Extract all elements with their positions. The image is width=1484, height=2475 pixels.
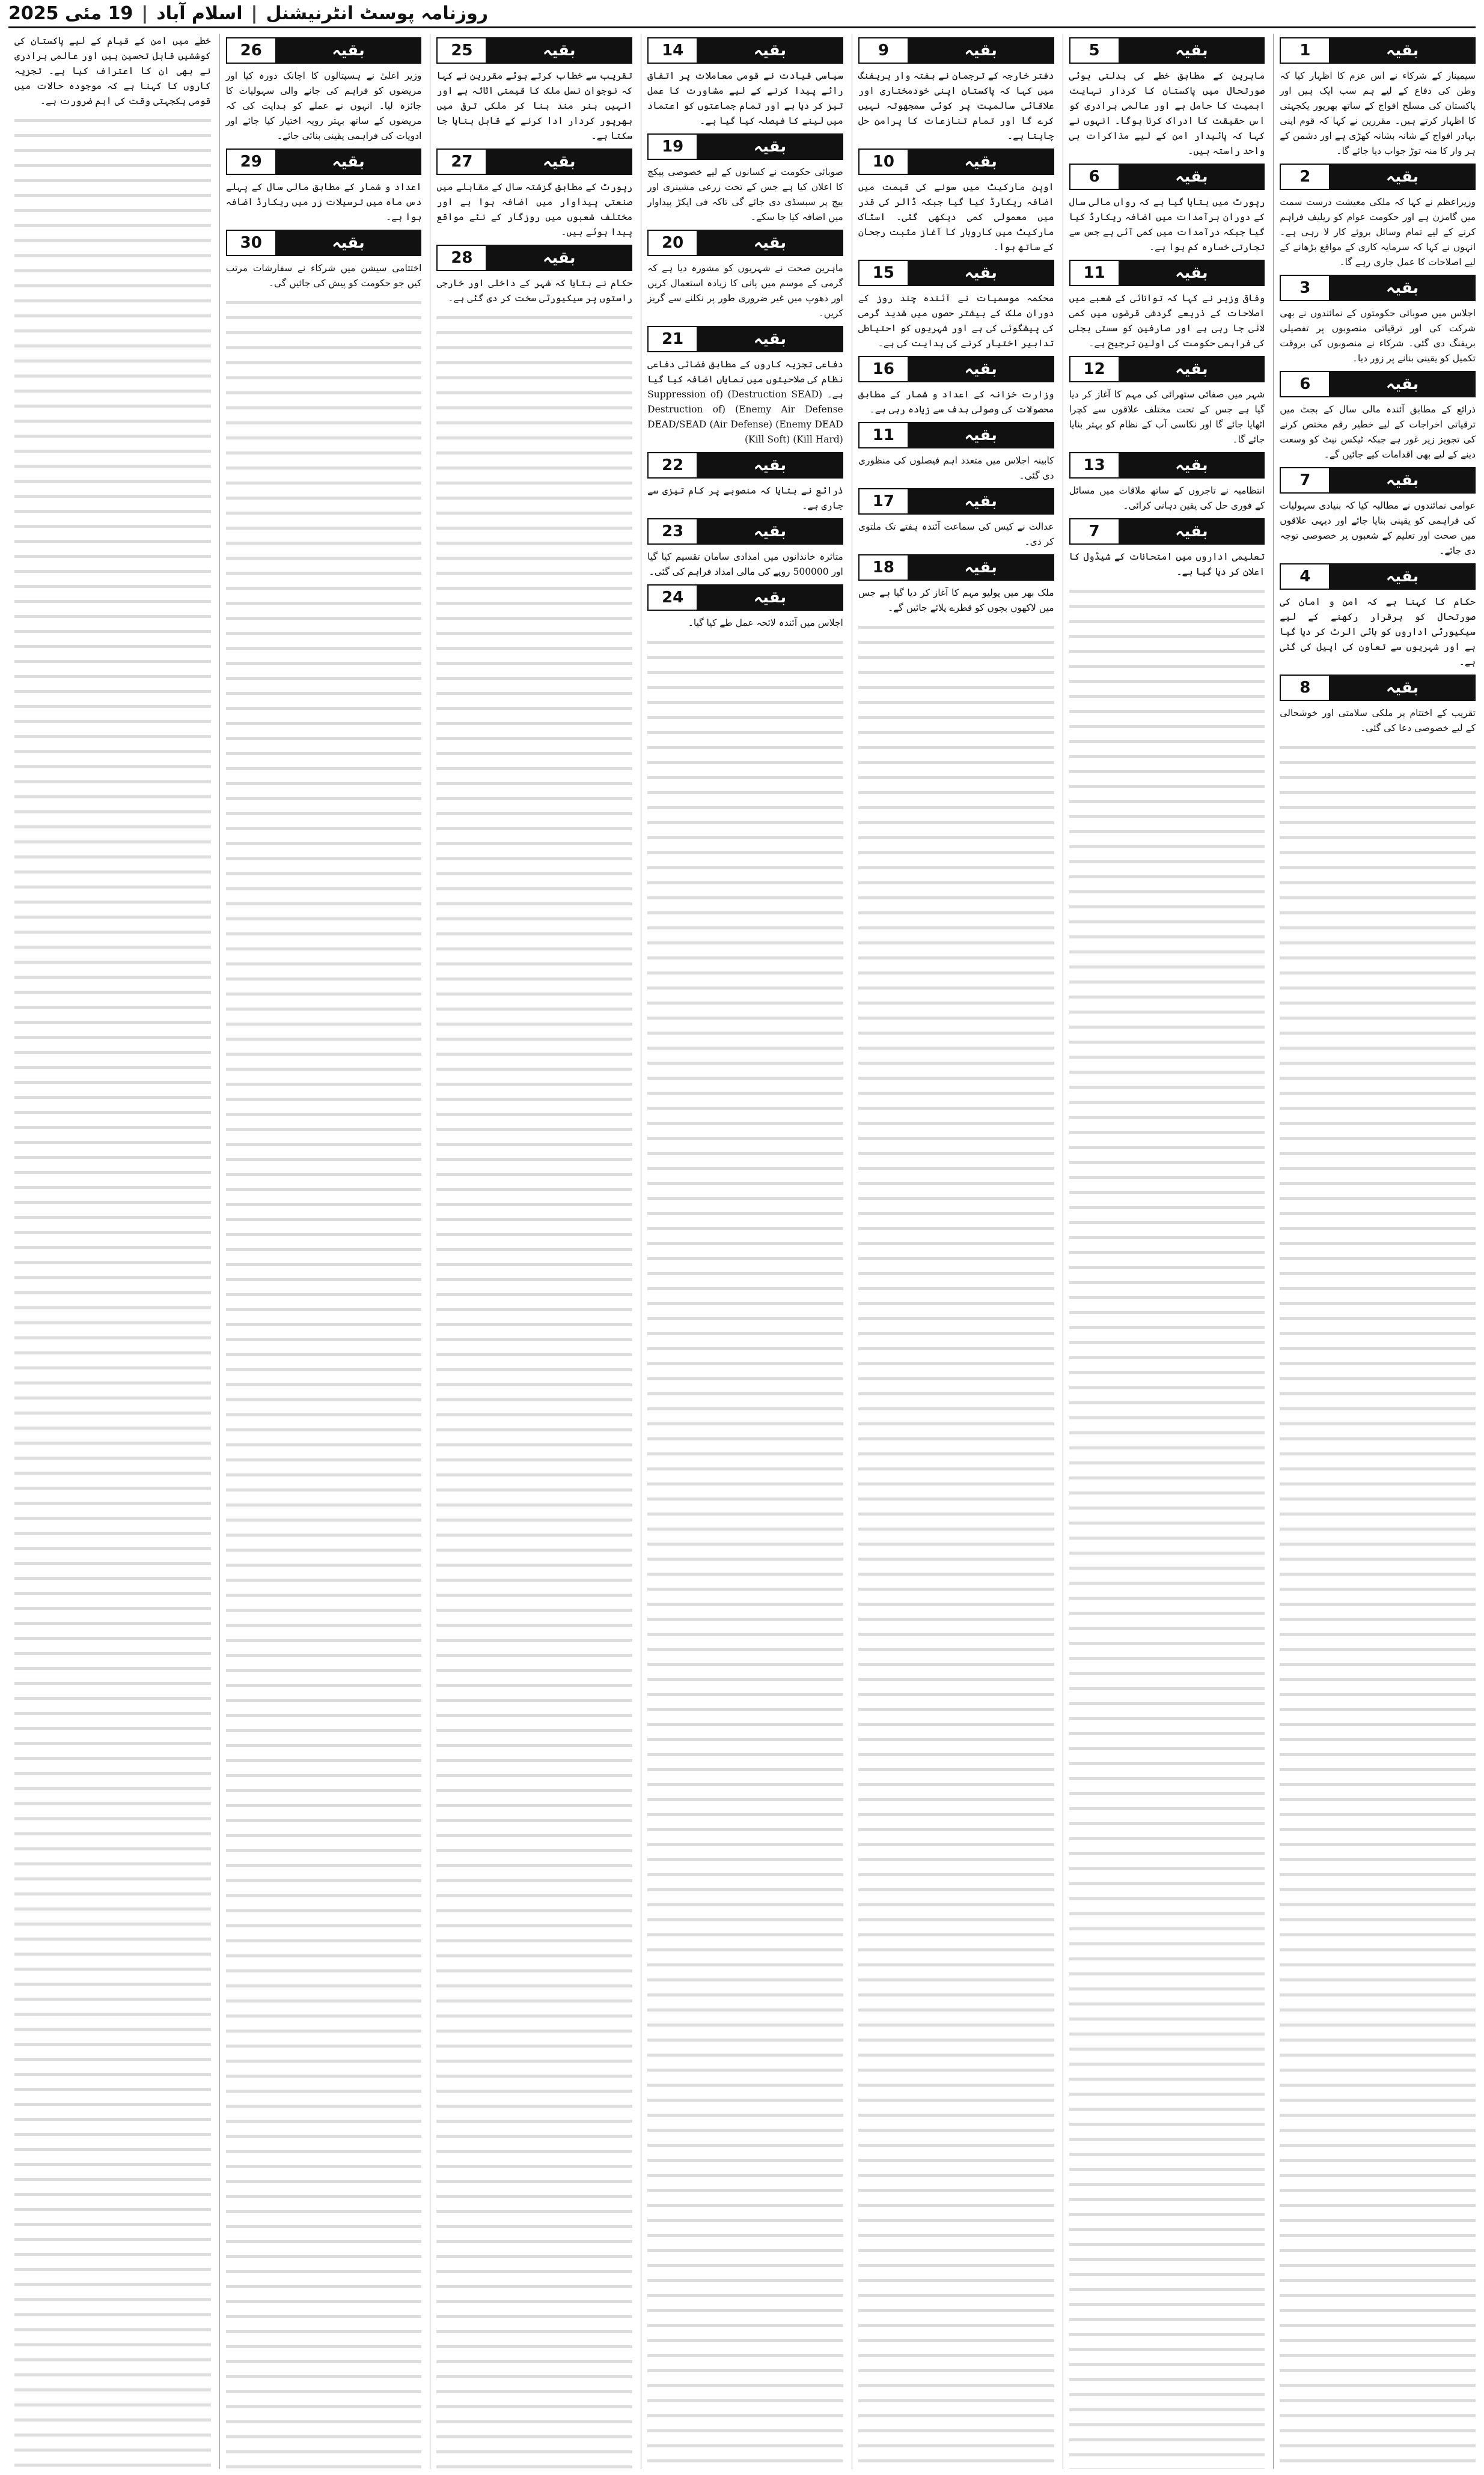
article-text: ذرائع نے بتایا کہ منصوبے پر کام تیزی سے جاری ہے۔ [644, 485, 843, 511]
article-text: وفاقی وزیر نے کہا کہ توانائی کے شعبے میں اصلاحات کے ذریعے گردشی قرضوں میں کمی لائی جا رہی ہے اور صارفین کو سستی بجلی کی فراہمی حکومت کی اولین ترجیح ہے۔ [1066, 293, 1265, 349]
continuation-number: 22 [649, 453, 698, 477]
continuation-label: بقیہ [1120, 165, 1264, 189]
text-lines-filler [436, 311, 632, 2469]
article-text: خطے میں امن کے قیام کے لیے پاکستان کی کوششیں قابل تحسین ہیں اور عالمی برادری نے بھی ان کا اعتراف کیا ہے۔ تجزیہ کاروں کا کہنا ہے کہ موجودہ حالات میں قومی یکجہتی وقت کی اہم ضرورت ہے۔ [11, 35, 211, 106]
article-text: اجلاس میں آئندہ لائحہ عمل طے کیا گیا۔ [688, 617, 843, 628]
text-lines-filler [14, 114, 211, 2469]
continuation-label: بقیہ [1330, 676, 1474, 700]
continuation-header [858, 356, 1054, 382]
continuation-block [855, 488, 1054, 549]
article-text: دفتر خارجہ کے ترجمان نے ہفتہ وار بریفنگ میں کہا کہ پاکستان اپنی خودمختاری اور علاقائی سالمیت پر کوئی سمجھوتہ نہیں کرے گا اور تمام تنازعات کا پرامن حل چاہتا ہے۔ [855, 70, 1054, 141]
continuation-header [647, 518, 843, 545]
continuation-header [1069, 452, 1265, 479]
continuation-header [647, 230, 843, 256]
continuation-header [1280, 467, 1476, 494]
continuation-number: 27 [438, 150, 487, 174]
continuation-block [644, 326, 843, 447]
article-text: صوبائی حکومت نے کسانوں کے لیے خصوصی پیکج کا اعلان کیا ہے جس کے تحت زرعی مشینری اور بیج پر سبسڈی دی جائے گی تاکہ فی ایکڑ پیداوار میں اضافہ کیا جا سکے۔ [644, 167, 843, 222]
continuation-block [644, 37, 843, 129]
continuation-number: 5 [1070, 38, 1120, 63]
continuation-number: 17 [860, 489, 909, 513]
continuation-label: بقیہ [1330, 468, 1474, 492]
continuation-header [1069, 37, 1265, 64]
continuation-label: بقیہ [1120, 38, 1264, 63]
continuation-block [1066, 260, 1265, 351]
continuation-number: 8 [1281, 676, 1330, 700]
continuation-label: بقیہ [1120, 453, 1264, 477]
masthead-separator: | [251, 2, 258, 24]
continuation-block [855, 148, 1054, 255]
continuation-number: 15 [860, 261, 909, 285]
article-text: تقریب سے خطاب کرتے ہوئے مقررین نے کہا کہ نوجوان نسل ملک کا قیمتی اثاثہ ہے اور انہیں ہنر مند بنا کر ملکی ترقی میں بھرپور کردار ادا کرنے کے قابل بنایا جا سکتا ہے۔ [433, 70, 633, 141]
article-text: ماہرین کے مطابق خطے کی بدلتی ہوئی صورتحال میں پاکستان کا کردار نہایت اہمیت کا حامل ہے اور عالمی برادری کو اس حقیقت کا ادراک کرنا ہوگا۔ انہوں نے کہا کہ پائیدار امن کے لیے مذاکرات ہی واحد راستہ ہیں۔ [1066, 70, 1265, 156]
continuation-block [647, 584, 843, 631]
continuation-block [222, 230, 422, 291]
continuation-number: 16 [860, 357, 909, 381]
text-lines-filler [226, 296, 422, 2469]
continuation-block [644, 518, 843, 580]
continuation-number: 25 [438, 38, 487, 63]
column-1 [1273, 34, 1476, 2469]
continuation-number: 14 [649, 38, 698, 63]
continuation-header [647, 133, 843, 160]
continuation-label: بقیہ [698, 453, 842, 477]
continuation-label: بقیہ [909, 150, 1053, 174]
continuation-header [1069, 356, 1265, 382]
continuation-header [226, 148, 422, 175]
continuation-block [855, 260, 1054, 351]
continuation-block [11, 34, 211, 109]
continuation-label: بقیہ [698, 135, 842, 159]
continuation-label: بقیہ [698, 327, 842, 351]
continuation-label: بقیہ [1330, 372, 1474, 396]
continuation-block [644, 452, 843, 513]
continuation-label: بقیہ [698, 38, 842, 63]
continuation-label: بقیہ [909, 423, 1053, 447]
article-text: رپورٹ کے مطابق گزشتہ سال کے مقابلے میں صنعتی پیداوار میں اضافہ ہوا ہے اور مختلف شعبوں میں روزگار کے نئے مواقع پیدا ہوئے ہیں۔ [433, 182, 633, 237]
continuation-header [1280, 563, 1476, 590]
continuation-number: 4 [1281, 564, 1330, 589]
continuation-label: بقیہ [698, 586, 842, 610]
continuation-label: بقیہ [909, 555, 1053, 580]
continuation-number: 29 [227, 150, 276, 174]
article-text: اعداد و شمار کے مطابق مالی سال کے پہلے دس ماہ میں ترسیلات زر میں ریکارڈ اضافہ ہوا ہے۔ [222, 182, 422, 222]
continuation-number: 6 [1281, 372, 1330, 396]
continuation-label: بقیہ [909, 357, 1053, 381]
continuation-label: بقیہ [276, 38, 421, 63]
article-text: تقریب کے اختتام پر ملکی سلامتی اور خوشحالی کے لیے خصوصی دعا کی گئی۔ [1277, 708, 1476, 733]
text-lines-filler [1280, 741, 1476, 2469]
continuation-block [1277, 164, 1476, 270]
continuation-block [1066, 164, 1265, 255]
continuation-label: بقیہ [276, 231, 421, 255]
article-text: محکمہ موسمیات نے آئندہ چند روز کے دوران ملک کے بیشتر حصوں میں شدید گرمی کی پیشگوئی کی ہے اور شہریوں کو احتیاطی تدابیر اختیار کرنے کی ہدایت کی ہے۔ [855, 293, 1054, 349]
continuation-number: 12 [1070, 357, 1120, 381]
continuation-number: 7 [1070, 519, 1120, 543]
masthead-date: 19 مئی 2025 [8, 2, 133, 24]
column-2 [1063, 34, 1265, 2469]
continuation-header [436, 37, 632, 64]
article-text: عدالت نے کیس کی سماعت آئندہ ہفتے تک ملتوی کر دی۔ [855, 521, 1054, 547]
continuation-block [644, 133, 843, 225]
text-lines-filler [858, 620, 1054, 2469]
continuation-label: بقیہ [698, 231, 842, 255]
continuation-number: 30 [227, 231, 276, 255]
continuation-header [226, 230, 422, 256]
continuation-header [858, 260, 1054, 286]
continuation-label: بقیہ [1330, 564, 1474, 589]
continuation-header [1280, 37, 1476, 64]
continuation-block [1277, 37, 1476, 159]
continuation-block [433, 148, 633, 240]
masthead-separator: | [141, 2, 148, 24]
continuation-block [433, 37, 633, 144]
article-text: سیاسی قیادت نے قومی معاملات پر اتفاق رائے پیدا کرنے کے لیے مشاورت کا عمل تیز کر دیا ہے اور تمام جماعتوں کو اعتماد میں لینے کا فیصلہ کیا گیا ہے۔ [644, 70, 843, 126]
article-text: اجلاس میں صوبائی حکومتوں کے نمائندوں نے بھی شرکت کی اور ترقیاتی منصوبوں پر تفصیلی بریفنگ دی گئی۔ شرکاء نے منصوبوں کی بروقت تکمیل کو یقینی بنانے پر زور دیا۔ [1277, 308, 1476, 364]
article-text: ملک بھر میں پولیو مہم کا آغاز کر دیا گیا ہے جس میں لاکھوں بچوں کو قطرے پلائے جائیں گے۔ [855, 587, 1054, 613]
continuation-block [222, 148, 422, 225]
article-text: انتظامیہ نے تاجروں کے ساتھ ملاقات میں مسائل کے فوری حل کی یقین دہانی کرائی۔ [1066, 485, 1265, 511]
continuation-number: 20 [649, 231, 698, 255]
article-text: کابینہ اجلاس میں متعدد اہم فیصلوں کی منظوری دی گئی۔ [855, 455, 1054, 481]
article-text: شہر میں صفائی ستھرائی کی مہم کا آغاز کر دیا گیا ہے جس کے تحت مختلف علاقوں سے کچرا اٹھایا جائے گا اور نکاسی آب کے نظام کو بہتر بنایا جائے گا۔ [1066, 389, 1265, 445]
continuation-block [1277, 675, 1476, 736]
continuation-number: 26 [227, 38, 276, 63]
continuation-block [1066, 356, 1265, 447]
article-text: ذرائع کے مطابق آئندہ مالی سال کے بجٹ میں ترقیاتی اخراجات کے لیے خطیر رقم مختص کرنے کی تجویز زیر غور ہے جبکہ ٹیکس نیٹ کو وسعت دینے کے لیے بھی اقدامات کیے جائیں گے۔ [1277, 404, 1476, 460]
continuation-header [858, 488, 1054, 515]
continuation-block [1066, 518, 1265, 580]
text-lines-filler [647, 635, 843, 2469]
continuation-number: 18 [860, 555, 909, 580]
continuation-header [647, 37, 843, 64]
continuation-label: بقیہ [1330, 165, 1474, 189]
continuation-header [1069, 518, 1265, 545]
continuation-label: بقیہ [909, 38, 1053, 63]
column-4 [641, 34, 843, 2469]
article-text: وزیراعظم نے کہا کہ ملکی معیشت درست سمت میں گامزن ہے اور حکومت عوام کو ریلیف فراہم کرنے کے لیے تمام وسائل بروئے کار لا رہی ہے۔ انہوں نے کہا کہ سرمایہ کاری کے مواقع بڑھانے کے لیے اصلاحات کا عمل جاری رہے گا۔ [1277, 197, 1476, 268]
continuation-header [647, 452, 843, 479]
continuation-block [1066, 37, 1265, 159]
continuation-block [1277, 563, 1476, 670]
column-7 [8, 34, 211, 2469]
continuation-label: بقیہ [1120, 261, 1264, 285]
continuation-block [855, 37, 1054, 144]
continuation-block [855, 554, 1054, 616]
article-text: عوامی نمائندوں نے مطالبہ کیا کہ بنیادی سہولیات کی فراہمی کو یقینی بنایا جائے اور دیہی علاقوں میں صحت اور تعلیم کے شعبوں پر خصوصی توجہ دی جائے۔ [1277, 500, 1476, 556]
article-text: ماہرین صحت نے شہریوں کو مشورہ دیا ہے کہ گرمی کے موسم میں پانی کا زیادہ استعمال کریں اور دھوپ میں غیر ضروری طور پر نکلنے سے گریز کریں۔ [644, 263, 843, 319]
column-3 [852, 34, 1054, 2469]
continuation-block [1277, 275, 1476, 366]
continuation-label: بقیہ [1120, 519, 1264, 543]
continuation-number: 24 [649, 586, 698, 610]
article-text: سیمینار کے شرکاء نے اس عزم کا اظہار کیا کہ وطن کی دفاع کے لیے ہم سب ایک ہیں اور پاکستان کی مسلح افواج کے ساتھ بھرپور یکجہتی کا اظہار کرتے ہیں۔ مقررین نے کہا کہ قوم اپنی بہادر افواج کے شانہ بشانہ کھڑی ہے اور دشمن کے ہر وار کا منہ توڑ جواب دیا جائے گا۔ [1277, 70, 1476, 156]
article-text: تعلیمی اداروں میں امتحانات کے شیڈول کا اعلان کر دیا گیا ہے۔ [1066, 551, 1265, 577]
continuation-label: بقیہ [1330, 38, 1474, 63]
continuation-header [436, 245, 632, 271]
continuation-label: بقیہ [487, 246, 631, 270]
continuation-label: بقیہ [487, 150, 631, 174]
continuation-number: 2 [1281, 165, 1330, 189]
continuation-block [222, 37, 422, 144]
masthead-city: اسلام آباد [156, 2, 243, 24]
column-5 [430, 34, 632, 2469]
continuation-number: 11 [1070, 261, 1120, 285]
continuation-label: بقیہ [909, 489, 1053, 513]
article-text: اوپن مارکیٹ میں سونے کی قیمت میں اضافہ ریکارڈ کیا گیا جبکہ ڈالر کی قدر میں معمولی کمی دیکھی گئی۔ اسٹاک مارکیٹ میں کاروبار کا آغاز مثبت رجحان کے ساتھ ہوا۔ [855, 182, 1054, 252]
article-text: اختتامی سیشن میں شرکاء نے سفارشات مرتب کیں جو حکومت کو پیش کی جائیں گی۔ [222, 263, 422, 289]
article-text: وزیر اعلیٰ نے ہسپتالوں کا اچانک دورہ کیا اور مریضوں کو فراہم کی جانے والی سہولیات کا جائزہ لیا۔ انہوں نے عملے کو ہدایت کی کہ مریضوں کے ساتھ بہتر رویہ اختیار کیا جائے اور ادویات کی فراہمی یقینی بنائی جائے۔ [222, 70, 422, 141]
article-text: دفاعی تجزیہ کاروں کے مطابق فضائی دفاعی نظام کی صلاحیتوں میں نمایاں اضافہ کیا گیا ہے۔ (Destruction SEAD) (Suppression of Enemy Air Defense) (Destruction of Enemy DEAD) (Air Defense) DEAD/SEAD (Kill Soft) (Kill Hard) [644, 359, 843, 445]
continuation-header [858, 554, 1054, 581]
continuation-label: بقیہ [1120, 357, 1264, 381]
continuation-number: 6 [1070, 165, 1120, 189]
continuation-number: 11 [860, 423, 909, 447]
column-6 [219, 34, 422, 2469]
continuation-number: 28 [438, 246, 487, 270]
continuation-label: بقیہ [487, 38, 631, 63]
continuation-number: 1 [1281, 38, 1330, 63]
continuation-number: 13 [1070, 453, 1120, 477]
continuation-header [226, 37, 422, 64]
continuation-header [858, 148, 1054, 175]
masthead [8, 0, 1476, 28]
continuation-header [1069, 164, 1265, 190]
continuation-header [436, 148, 632, 175]
article-text: حکام نے بتایا کہ شہر کے داخلی اور خارجی راستوں پر سیکیورٹی سخت کر دی گئی ہے۔ [433, 278, 633, 304]
article-text: حکام کا کہنا ہے کہ امن و امان کی صورتحال کو برقرار رکھنے کے لیے سیکیورٹی اداروں کو ہائی الرٹ کر دیا گیا ہے اور شہریوں سے تعاون کی اپیل کی گئی ہے۔ [1277, 596, 1476, 667]
continuation-header [1280, 371, 1476, 397]
continuation-block [1066, 452, 1265, 513]
continuation-label: بقیہ [1330, 276, 1474, 300]
continuation-header [647, 584, 843, 611]
continuation-header [1069, 260, 1265, 286]
continuation-number: 23 [649, 519, 698, 543]
continuation-number: 10 [860, 150, 909, 174]
article-text: متاثرہ خاندانوں میں امدادی سامان تقسیم کیا گیا اور 500000 روپے کی مالی امداد فراہم کی گئی۔ [644, 551, 843, 577]
continuation-header [647, 326, 843, 352]
continuation-number: 3 [1281, 276, 1330, 300]
continuation-header [1280, 275, 1476, 301]
continuation-block [855, 356, 1054, 417]
article-text: وزارت خزانہ کے اعداد و شمار کے مطابق محصولات کی وصولی ہدف سے زیادہ رہی ہے۔ [855, 389, 1054, 415]
newspaper-title: روزنامہ پوسٹ انٹرنیشنل [266, 2, 489, 24]
continuation-label: بقیہ [909, 261, 1053, 285]
continuation-label: بقیہ [698, 519, 842, 543]
newspaper-columns [8, 34, 1476, 2469]
continuation-block [1277, 371, 1476, 462]
continuation-number: 21 [649, 327, 698, 351]
continuation-header [858, 422, 1054, 448]
continuation-block [855, 422, 1054, 483]
article-text: رپورٹ میں بتایا گیا ہے کہ رواں مالی سال کے دوران برآمدات میں اضافہ ریکارڈ کیا گیا جبکہ درآمدات میں کمی آئی ہے جس سے تجارتی خسارہ کم ہوا ہے۔ [1066, 197, 1265, 252]
continuation-label: بقیہ [276, 150, 421, 174]
continuation-block [1277, 467, 1476, 558]
continuation-number: 19 [649, 135, 698, 159]
continuation-block [644, 230, 843, 321]
text-lines-filler [1069, 584, 1265, 2469]
continuation-number: 7 [1281, 468, 1330, 492]
continuation-number: 9 [860, 38, 909, 63]
continuation-header [1280, 164, 1476, 190]
continuation-header [858, 37, 1054, 64]
continuation-header [1280, 675, 1476, 701]
continuation-block [433, 245, 633, 306]
